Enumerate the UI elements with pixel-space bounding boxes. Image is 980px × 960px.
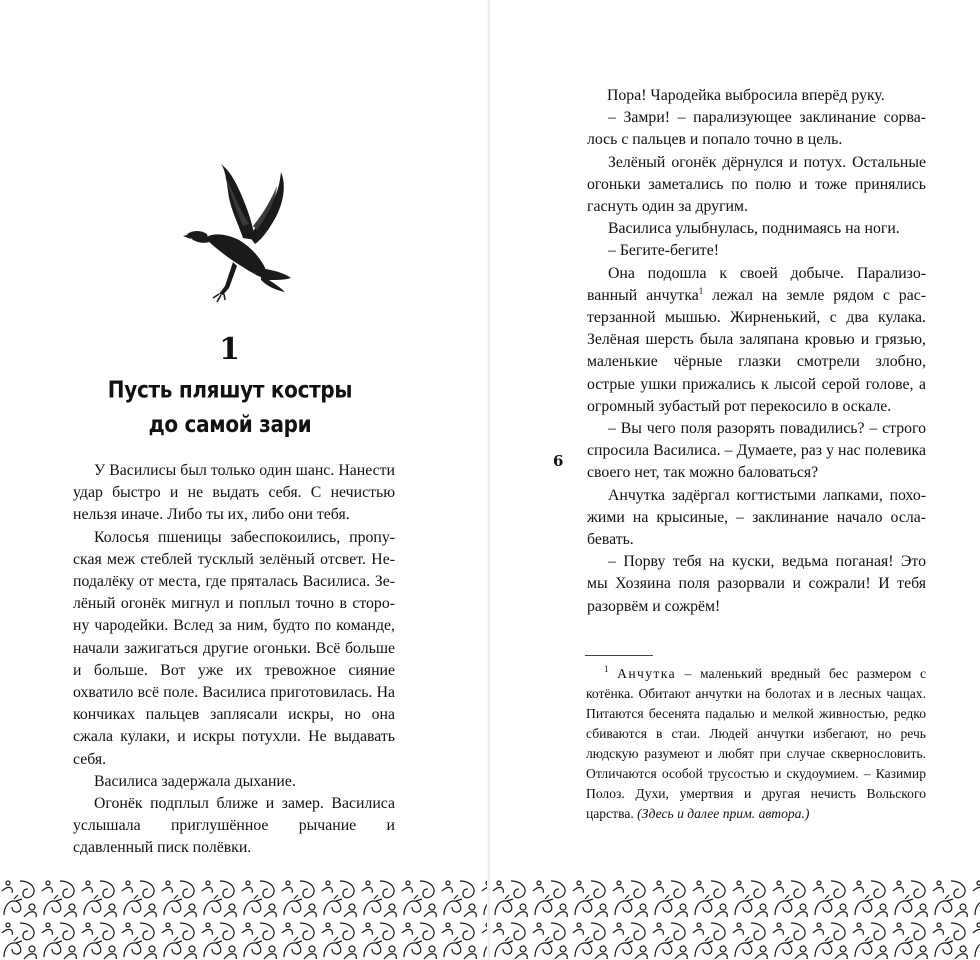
chapter-number: 1 (219, 332, 241, 367)
floral-ornament-border (491, 877, 980, 960)
paragraph-text: Она подошла к своей добыче. Парализованный анчутка (587, 264, 926, 304)
page-number: 6 (553, 452, 564, 470)
paragraph: – Вы чего поля разорять повадились? – строго спросила Василиса. – Думаете, раз у нас полевика своего нет, так можно баловаться? (587, 420, 926, 482)
paragraph (587, 263, 926, 418)
paragraph: Василиса улыбнулась, поднимаясь на ноги. (608, 220, 900, 238)
paragraph: Зелёный огонёк дёрнулся и потух. Остальные огоньки заметались по полю и тоже принялись гаснуть один за другим. (587, 153, 926, 216)
footnote (586, 664, 926, 824)
left-body-text (73, 460, 395, 860)
right-body-text (587, 85, 926, 618)
paragraph: У Василисы был только один шанс. Нанести удар быстро и не выдать себя. С нечистью нельзя иначе. Либо ты их, либо они тебя. (73, 462, 395, 524)
paragraph: Василиса задержала дыхание. (94, 772, 296, 790)
raven-illustration (183, 152, 295, 308)
footnote-text: – маленький вредный бес размером с котёнка. Обитают анчутки на болотах и в лесных чащах. Питаются бесенята падалью и мелкой живностью, редко сбиваются в стаи. Людей анчутки избегают, но речь людскую разумеют и любят при случае сквернословить. Отличаются особой трусостью и скудоумием. – Казимир Полоз. Духи, умертвия и другая нечисть Вольского царства. (586, 666, 926, 821)
footnote-marker: 1 (604, 664, 609, 674)
left-page (0, 0, 489, 960)
chapter-title (100, 372, 360, 441)
footnote-reference[interactable]: 1 (698, 285, 704, 296)
footnote-note: (Здесь и далее прим. автора.) (637, 806, 810, 821)
paragraph-text: лежал на земле рядом с растерзанной мышью. Жирненький, с два кулака. Зелёная шерсть была заляпана кровью и грязью, маленькие чёрные глазки смотрели злобно, острые ушки прижались к лысой серой голове, а огромный зубастый рот перекосило в оскале. (587, 286, 926, 415)
paragraph: Колосья пшеницы забеспокоились, пропуская меж стеблей тусклый зелёный отсвет. Неподалёку от места, где пряталась Василиса. Зелёный огонёк мигнул и поплыл точно в сторону чародейки. Вслед за ним, будто по команде, начали зажигаться другие огоньки. Всё больше и больше. Вот уже их тревожное сияние охватило всё поле. Василиса приготовилась. На кончиках пальцев заплясали искры, но она сжала кулаки, и искры потухли. Не выдавать себя. (73, 528, 395, 768)
paragraph: – Бегите-бегите! (608, 242, 719, 260)
footnote-term: Анчутка (617, 666, 677, 681)
paragraph: Анчутка задёргал когтистыми лапками, похожими на крысиные, – заклинание начало ослабевать. (587, 486, 926, 549)
paragraph: – Порву тебя на куски, ведьма поганая! Это мы Хозяина поля разорвали и сожрали! И тебя разорвём и сожрём! (587, 553, 926, 615)
floral-ornament-border (0, 877, 487, 960)
footnote-divider (585, 655, 653, 656)
chapter-title-line: до самой зари (148, 409, 312, 438)
chapter-title-line: Пусть пляшут костры (107, 375, 353, 404)
paragraph: Огонёк подплыл ближе и замер. Василиса услышала приглушённое рычание и сдавленный писк полёвки. (73, 795, 395, 857)
paragraph: Пора! Чародейка выбросила вперёд руку. (607, 87, 885, 104)
paragraph: – Замри! – парализующее заклинание сорвалось с пальцев и попало точно в цель. (587, 109, 926, 149)
